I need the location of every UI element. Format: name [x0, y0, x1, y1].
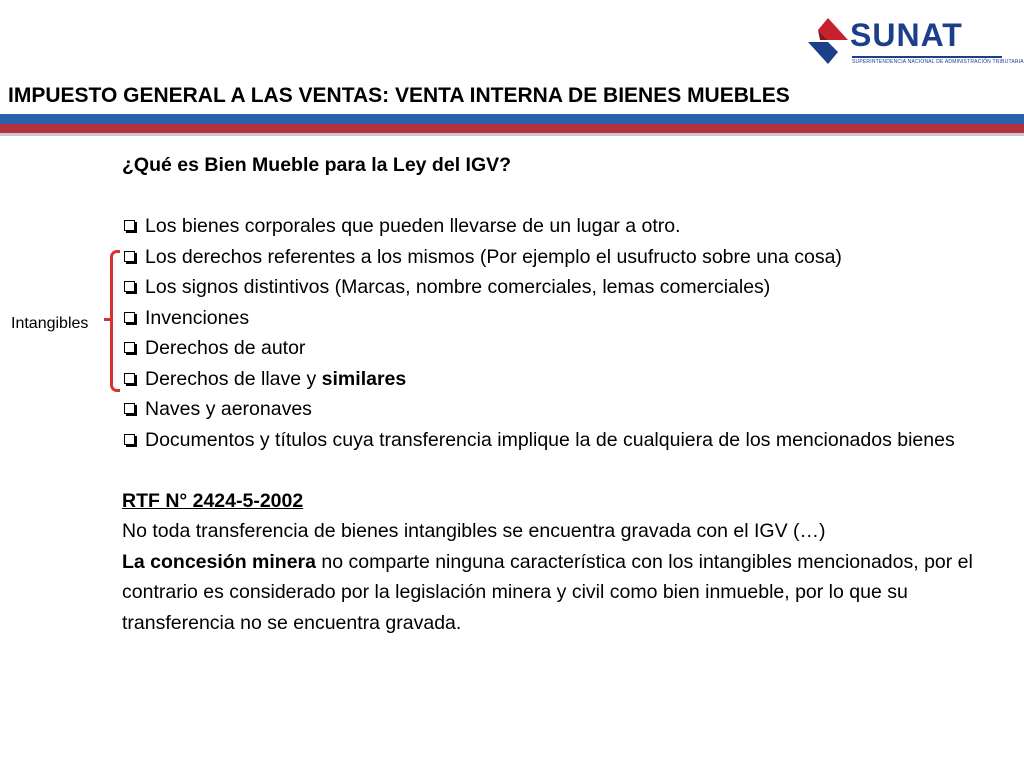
- sunat-logo: [806, 14, 1024, 70]
- bullet-list: [122, 211, 1002, 455]
- list-item: Derechos de autor: [122, 333, 1002, 364]
- list-item: Los bienes corporales que pueden llevarse de un lugar a otro.: [122, 211, 1002, 242]
- intangibles-bracket-tick: [104, 318, 113, 321]
- checkbox-bullet-icon: [124, 342, 135, 353]
- checkbox-bullet-icon: [124, 373, 135, 384]
- question-heading: ¿Qué es Bien Mueble para la Ley del IGV?: [122, 154, 512, 176]
- rtf-line: No toda transferencia de bienes intangibles se encuentra gravada con el IGV (…): [122, 520, 826, 542]
- header-bar-shadow: [0, 133, 1024, 136]
- header-bar-red: [0, 124, 1024, 133]
- logo-rule: [852, 56, 1002, 58]
- list-item: Los signos distintivos (Marcas, nombre comerciales, lemas comerciales): [122, 272, 1002, 303]
- header-bar-blue: [0, 114, 1024, 124]
- slide-content: [122, 150, 1002, 638]
- rtf-bold-phrase: La concesión minera: [122, 550, 316, 573]
- rtf-paragraph: [122, 547, 1002, 639]
- checkbox-bullet-icon: [124, 312, 135, 323]
- logo-subtitle: SUPERINTENDENCIA NACIONAL DE ADMINISTRACIÓN TRIBUTARIA: [852, 59, 1024, 65]
- list-item: Derechos de llave y similares: [122, 364, 1002, 395]
- intangibles-bracket: [110, 250, 120, 392]
- sunat-logo-icon: [806, 16, 850, 68]
- list-item: Naves y aeronaves: [122, 394, 1002, 425]
- page-title: IMPUESTO GENERAL A LAS VENTAS: VENTA INTERNA DE BIENES MUEBLES: [8, 84, 790, 107]
- checkbox-bullet-icon: [124, 403, 135, 414]
- list-item: Invenciones: [122, 303, 1002, 334]
- list-item: Los derechos referentes a los mismos (Por ejemplo el usufructo sobre una cosa): [122, 242, 1002, 273]
- intangibles-label: Intangibles: [11, 315, 89, 332]
- checkbox-bullet-icon: [124, 281, 135, 292]
- rtf-paragraph-text: no comparte ninguna característica con los intangibles mencionados, por el contrario es considerado por la legislación minera y civil como bien inmueble, por lo que su transferencia no se encuentra gravada.: [122, 550, 973, 634]
- rtf-heading: RTF N° 2424-5-2002: [122, 489, 304, 512]
- list-item: Documentos y títulos cuya transferencia implique la de cualquiera de los mencionados bienes: [122, 425, 1002, 456]
- checkbox-bullet-icon: [124, 220, 135, 231]
- checkbox-bullet-icon: [124, 434, 135, 445]
- checkbox-bullet-icon: [124, 251, 135, 262]
- logo-wordmark: SUNAT: [850, 17, 963, 53]
